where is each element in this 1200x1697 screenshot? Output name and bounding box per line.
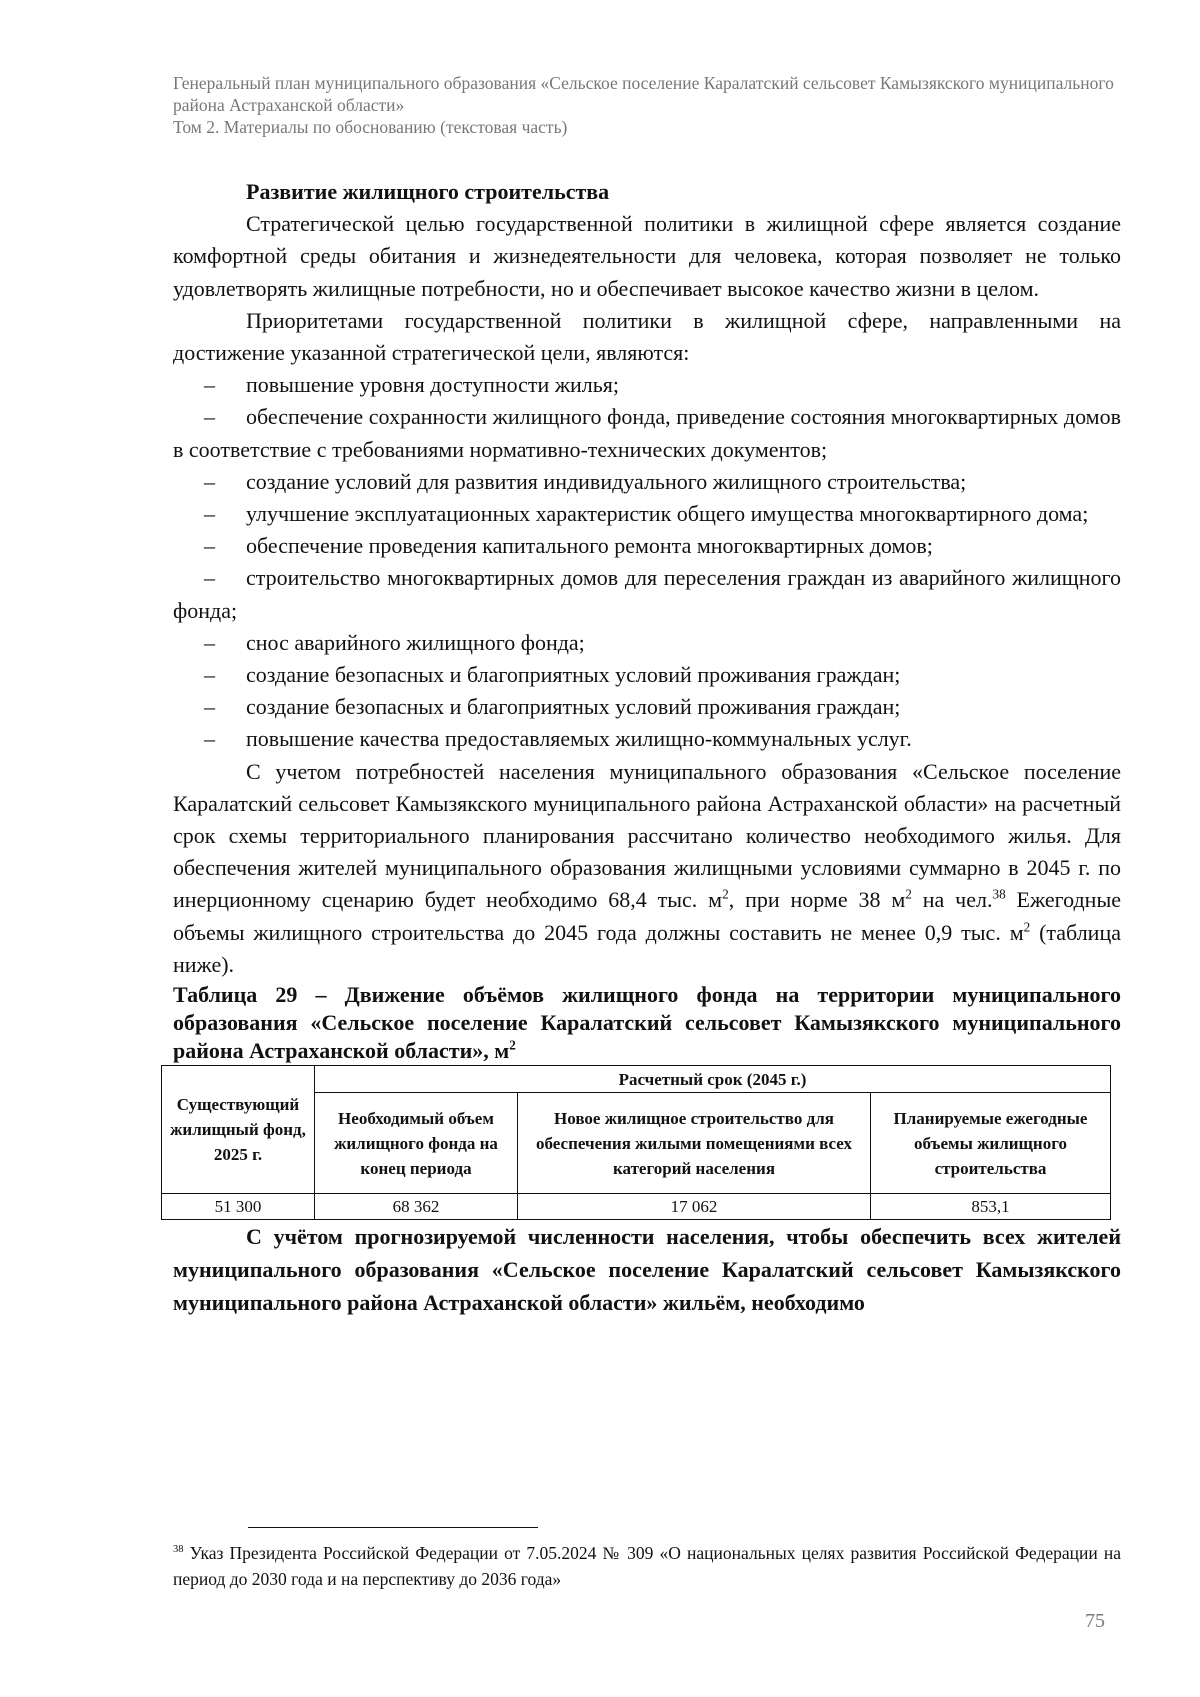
footnote (173, 1540, 1121, 1592)
dash-marker: – (204, 372, 215, 398)
table-header-row (162, 1066, 1111, 1093)
superscript-2: 2 (1023, 919, 1031, 935)
cell-required-volume: 68 362 (315, 1194, 518, 1220)
running-header (173, 72, 1133, 138)
list-item-text: снос аварийного жилищного фонда; (246, 629, 585, 655)
header-required-volume: Необходимый объем жилищного фонда на конец периода (315, 1093, 518, 1194)
list-item (173, 466, 1121, 498)
superscript-2: 2 (722, 887, 729, 903)
text-run: , при норме 38 м (728, 887, 906, 913)
dash-marker: – (204, 501, 215, 527)
page-content (170, 176, 1121, 1319)
cell-annual-volume: 853,1 (871, 1194, 1111, 1220)
list-item-text: строительство многоквартирных домов для переселения граждан из аварийного жилищного фонда; (173, 565, 1121, 623)
conclusion-paragraph: С учётом прогнозируемой численности населения, чтобы обеспечить всех жителей муниципального образования «Сельское поселение Каралатский сельсовет Камызякского муниципального района Астраханской области» жильём, необходимо (173, 1224, 1121, 1316)
list-item (173, 659, 1121, 691)
table-row (162, 1194, 1111, 1220)
list-item (173, 498, 1121, 530)
list-item-text: повышение уровня доступности жилья; (246, 372, 620, 398)
header-settlement-period: Расчетный срок (2045 г.) (315, 1066, 1111, 1093)
cell-new-construction: 17 062 (518, 1194, 871, 1220)
footnote-separator (248, 1527, 538, 1528)
priorities-list (173, 369, 1121, 755)
cell-existing-stock: 51 300 (162, 1194, 315, 1220)
text-run: на чел. (911, 887, 993, 913)
list-item-text: создание безопасных и благоприятных условий проживания граждан; (246, 694, 901, 720)
text-run: С учетом потребностей населения муниципального образования «Сельское поселение Каралатский сельсовет Камызякского муниципального района Астраханской области» на расчетный срок схемы территориального планирования рассчитано количество необходимого жилья. Для обеспечения жителей муниципального образования жилищными условиями суммарно в 2045 г. по инерционному сценарию будет необходимо 68,4 тыс. м (173, 758, 1121, 913)
dash-marker: – (204, 404, 215, 430)
paragraph-priorities: Приоритетами государственной политики в жилищной сфере, направленными на достижение указанной стратегической цели, являются: (173, 307, 1121, 366)
list-item (173, 562, 1121, 626)
dash-marker: – (204, 694, 215, 720)
superscript-2: 2 (905, 887, 912, 903)
list-item-text: обеспечение сохранности жилищного фонда, приведение состояния многоквартирных домов в соответствие с требованиями нормативно-технических документов; (173, 404, 1121, 462)
table-caption (173, 981, 1121, 1065)
paragraph-housing-need (173, 756, 1121, 981)
footnote-text: Указ Президента Российской Федерации от 7.05.2024 № 309 «О национальных целях развития Российской Федерации на период до 2030 года и на перспективу до 2036 года» (173, 1543, 1121, 1589)
dash-marker: – (204, 629, 215, 655)
paragraph-strategic-goal: Стратегической целью государственной политики в жилищной сфере является создание комфортной среды обитания и жизнедеятельности для человека, которая позволяет не только удовлетворять жилищные потребности, но и обеспечивает высокое качество жизни в целом. (173, 211, 1121, 301)
header-line-1: Генеральный план муниципального образования «Сельское поселение Каралатский сельсовет Камызякского муниципального района Астраханской области» (173, 73, 1114, 115)
dash-marker: – (204, 468, 215, 494)
list-item (173, 369, 1121, 401)
housing-stock-table (161, 1065, 1111, 1220)
dash-marker: – (204, 662, 215, 688)
list-item (173, 530, 1121, 562)
footnote-reference[interactable]: 38 (992, 887, 1006, 903)
list-item-text: создание условий для развития индивидуального жилищного строительства; (246, 468, 967, 494)
list-item (173, 627, 1121, 659)
dash-marker: – (204, 726, 215, 752)
dash-marker: – (204, 565, 215, 591)
header-annual-volume: Планируемые ежегодные объемы жилищного строительства (871, 1093, 1111, 1194)
list-item-text: обеспечение проведения капитального ремонта многоквартирных домов; (246, 533, 933, 559)
header-line-2: Том 2. Материалы по обоснованию (текстовая часть) (173, 117, 568, 137)
list-item (173, 401, 1121, 465)
header-new-construction: Новое жилищное строительство для обеспечения жилыми помещениями всех категорий населения (518, 1093, 871, 1194)
superscript-2: 2 (509, 1037, 516, 1053)
list-item-text: улучшение эксплуатационных характеристик общего имущества многоквартирного дома; (246, 501, 1089, 527)
list-item-text: повышение качества предоставляемых жилищно-коммунальных услуг. (246, 726, 912, 752)
footnote-mark: 38 (173, 1544, 184, 1556)
text-run: Ежегодные объемы жилищного строительства до 2045 года должны составить не менее 0,9 тыс. м (173, 887, 1121, 945)
list-item (173, 691, 1121, 723)
list-item-text: создание безопасных и благоприятных условий проживания граждан; (246, 662, 901, 688)
page-number: 75 (1085, 1610, 1105, 1632)
caption-text: Таблица 29 – Движение объёмов жилищного фонда на территории муниципального образования «Сельское поселение Каралатский сельсовет Камызякского муниципального района Астраханской области», м (173, 982, 1121, 1064)
dash-marker: – (204, 533, 215, 559)
list-item (173, 723, 1121, 755)
header-existing-stock: Существующий жилищный фонд, 2025 г. (162, 1066, 315, 1194)
text-run: (таблица ниже). (173, 919, 1121, 977)
section-title: Развитие жилищного строительства (246, 179, 610, 204)
